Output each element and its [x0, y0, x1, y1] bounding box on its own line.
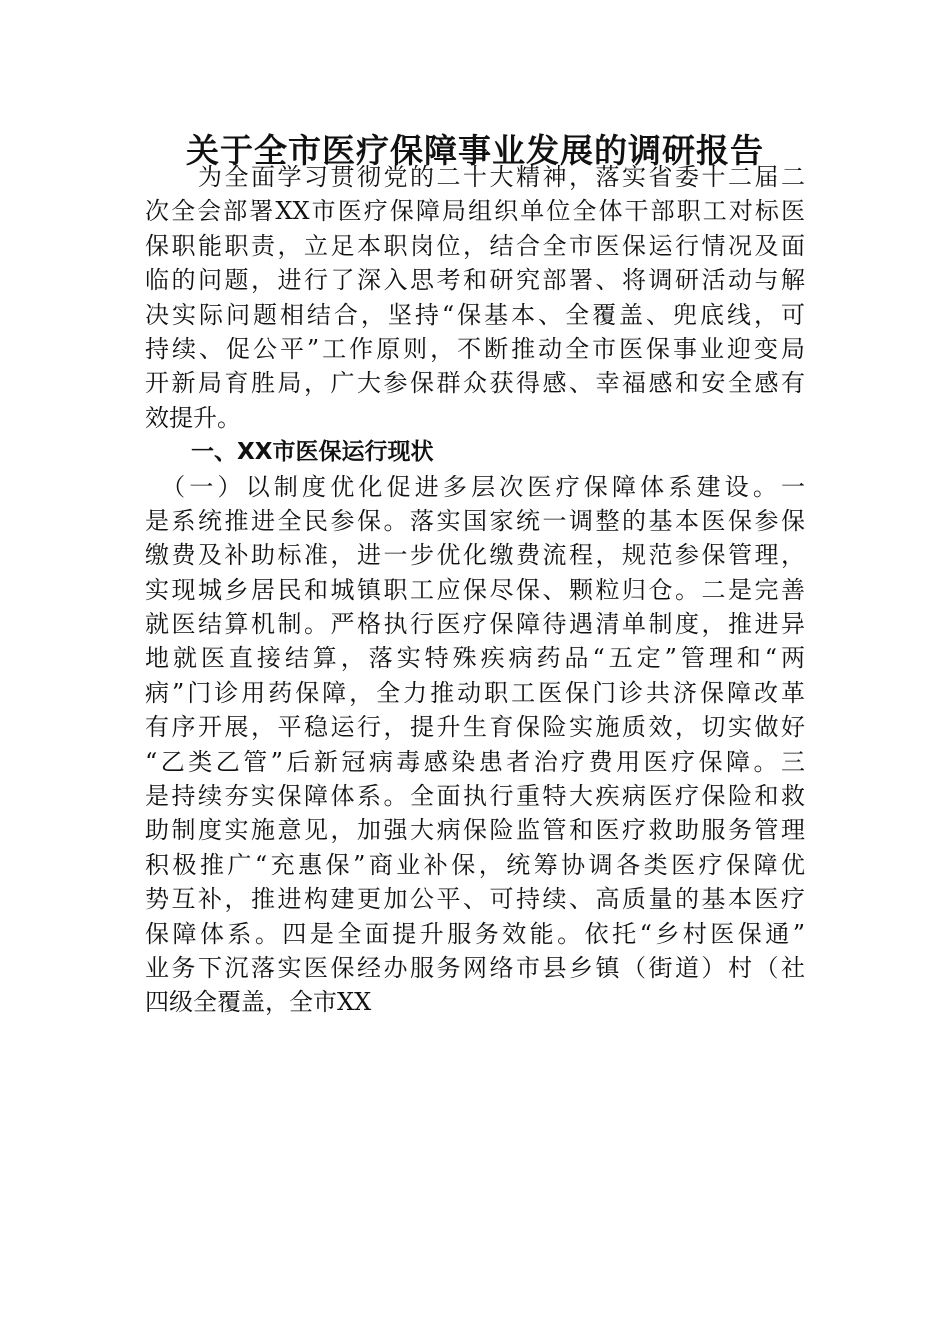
text-line: 决实际问题相结合，坚持“保基本、全覆盖、兜底线，可	[145, 300, 805, 329]
text-line: 效提升。	[145, 403, 241, 432]
text-line: 持续、促公平”工作原则，不断推动全市医保事业迎变局	[145, 334, 805, 363]
section-heading: 一、XX市医保运行现状	[145, 439, 434, 466]
text-line: 缴费及补助标准，进一步优化缴费流程，规范参保管理，	[145, 541, 805, 570]
text-line: 为全面学习贯彻党的二十大精神，落实省委十二届二	[145, 163, 805, 191]
text-line: 四级全覆盖，全市XX	[145, 988, 372, 1017]
document-body	[145, 160, 805, 1020]
text-line: 地就医直接结算，落实特殊疾病药品“五定”管理和“两	[145, 644, 805, 673]
text-line: 有序开展，平稳运行，提升生育保险实施质效，切实做好	[145, 713, 805, 742]
text-line: 保障体系。四是全面提升服务效能。依托“乡村医保通”	[145, 919, 805, 948]
text-line: 实现城乡居民和城镇职工应保尽保、颗粒归仓。二是完善	[145, 575, 805, 604]
text-line: 是系统推进全民参保。落实国家统一调整的基本医保参保	[145, 506, 805, 535]
text-line: 保职能职责，立足本职岗位，结合全市医保运行情况及面	[145, 231, 805, 260]
document-title: 关于全市医疗保障事业发展的调研报告	[186, 131, 764, 170]
text-line: 积极推广“充惠保”商业补保，统筹协调各类医疗保障优	[145, 850, 805, 879]
text-line: 势互补，推进构建更加公平、可持续、高质量的基本医疗	[145, 885, 805, 914]
section-paragraph	[145, 470, 805, 1020]
text-line: （一）以制度优化促进多层次医疗保障体系建设。一	[145, 472, 805, 501]
text-line: 是持续夯实保障体系。全面执行重特大疾病医疗保险和救	[145, 782, 805, 811]
text-line: 助制度实施意见，加强大病保险监管和医疗救助服务管理	[145, 816, 805, 845]
text-line: 病”门诊用药保障，全力推动职工医保门诊共济保障改革	[145, 678, 805, 707]
text-line: 次全会部署XX市医疗保障局组织单位全体干部职工对标医	[145, 197, 805, 226]
text-line: 开新局育胜局，广大参保群众获得感、幸福感和安全感有	[145, 369, 805, 398]
text-line: 就医结算机制。严格执行医疗保障待遇清单制度，推进异	[145, 610, 805, 639]
text-line: 业务下沉落实医保经办服务网络市县乡镇（街道）村（社	[145, 953, 805, 982]
text-line: “乙类乙管”后新冠病毒感染患者治疗费用医疗保障。三	[145, 747, 805, 776]
text-line: 临的问题，进行了深入思考和研究部署、将调研活动与解	[145, 266, 805, 295]
intro-paragraph	[145, 160, 805, 435]
